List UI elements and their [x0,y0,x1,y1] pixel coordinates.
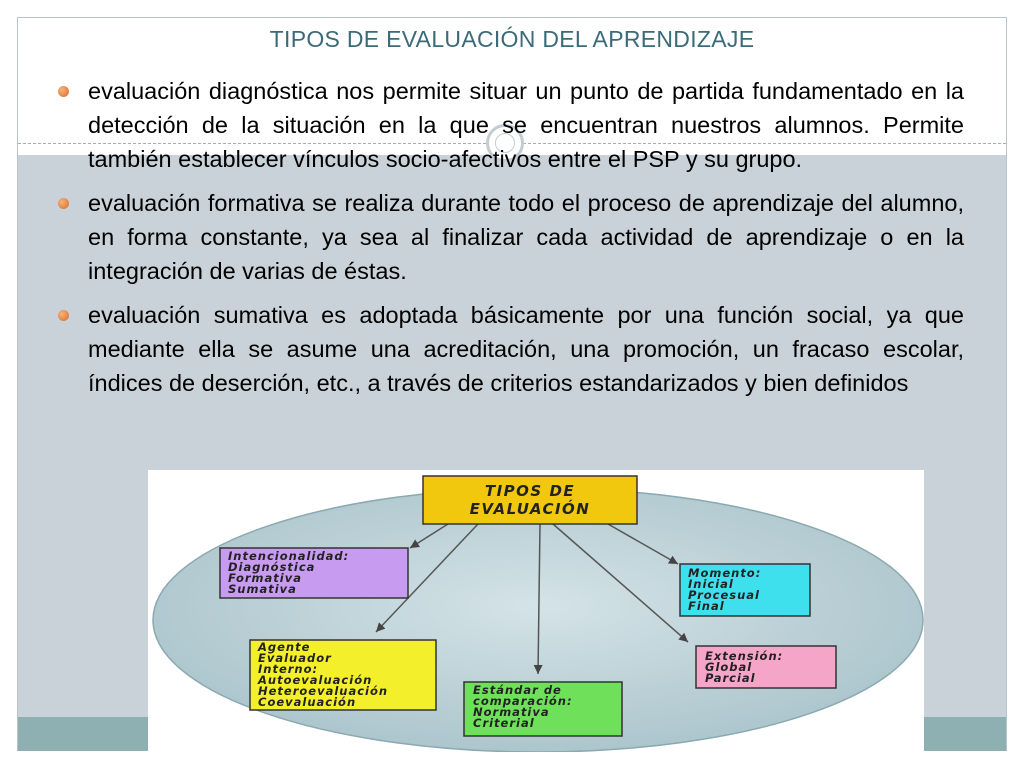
node-line: Inicial [688,577,734,591]
node-line: Global [705,660,753,674]
node-momento [680,564,810,616]
node-line: Interno: [258,662,319,676]
node-line: Criterial [473,716,535,730]
node-line: Parcial [705,671,756,685]
node-line: Procesual [688,588,760,602]
node-line: Agente [258,640,311,654]
node-line: Diagnóstica [228,560,316,574]
bullet-text: sumativa es adoptada básicamente por una función social, ya que mediante ella se asume una acreditación, una promoción, un fracaso escolar, índices de deserción, etc., a través de criterios estandarizados y bien definidos [88,302,964,396]
node-line: comparación: [473,694,573,708]
bullet-term: evaluación [88,190,201,216]
bullet-text: formativa se realiza durante todo el proceso de aprendizaje del alumno, en forma constante, ya sea al finalizar cada actividad de aprendizaje o en la integración de varias de éstas. [88,190,964,284]
node-line: Intencionalidad: [228,549,350,563]
node-line: Normativa [473,705,550,719]
bullet-term: evaluación diagnóstica [88,78,328,104]
bullet-term: evaluación [88,302,201,328]
root-node [423,476,637,524]
node-line: Evaluador [258,651,332,665]
bullet-list [58,74,964,410]
root-line-1: TIPOS DE [484,482,576,500]
bullet-dot-icon [58,198,69,209]
node-line: Momento: [688,566,762,580]
bullet-dot-icon [58,310,69,321]
node-line: Extensión: [705,649,784,663]
node-line: Autoevaluación [258,673,373,687]
node-line: Coevaluación [258,695,357,709]
bullet-item [58,298,964,400]
diagram-svg [148,470,924,752]
bullet-text: nos permite situar un punto de partida fundamentado en la detección de la situación en la que se encuentran nuestros alumnos. Permite también establecer vínculos socio-afectivos entre el PSP y su grupo. [88,78,965,172]
bullet-dot-icon [58,86,69,97]
node-line: Estándar de [473,683,562,697]
bullet-item [58,74,964,176]
node-agente [250,640,436,710]
node-line: Formativa [228,571,302,585]
node-intencionalidad [220,548,408,598]
node-line: Sumativa [228,582,297,596]
node-extension [696,646,836,688]
node-line: Heteroevaluación [258,684,389,698]
node-line: Final [688,599,725,613]
root-line-2: EVALUACIÓN [469,500,591,518]
evaluation-types-diagram [148,470,924,752]
slide-title: TIPOS DE EVALUACIÓN DEL APRENDIZAJE [269,26,755,52]
node-estandar [464,682,622,736]
bullet-item [58,186,964,288]
